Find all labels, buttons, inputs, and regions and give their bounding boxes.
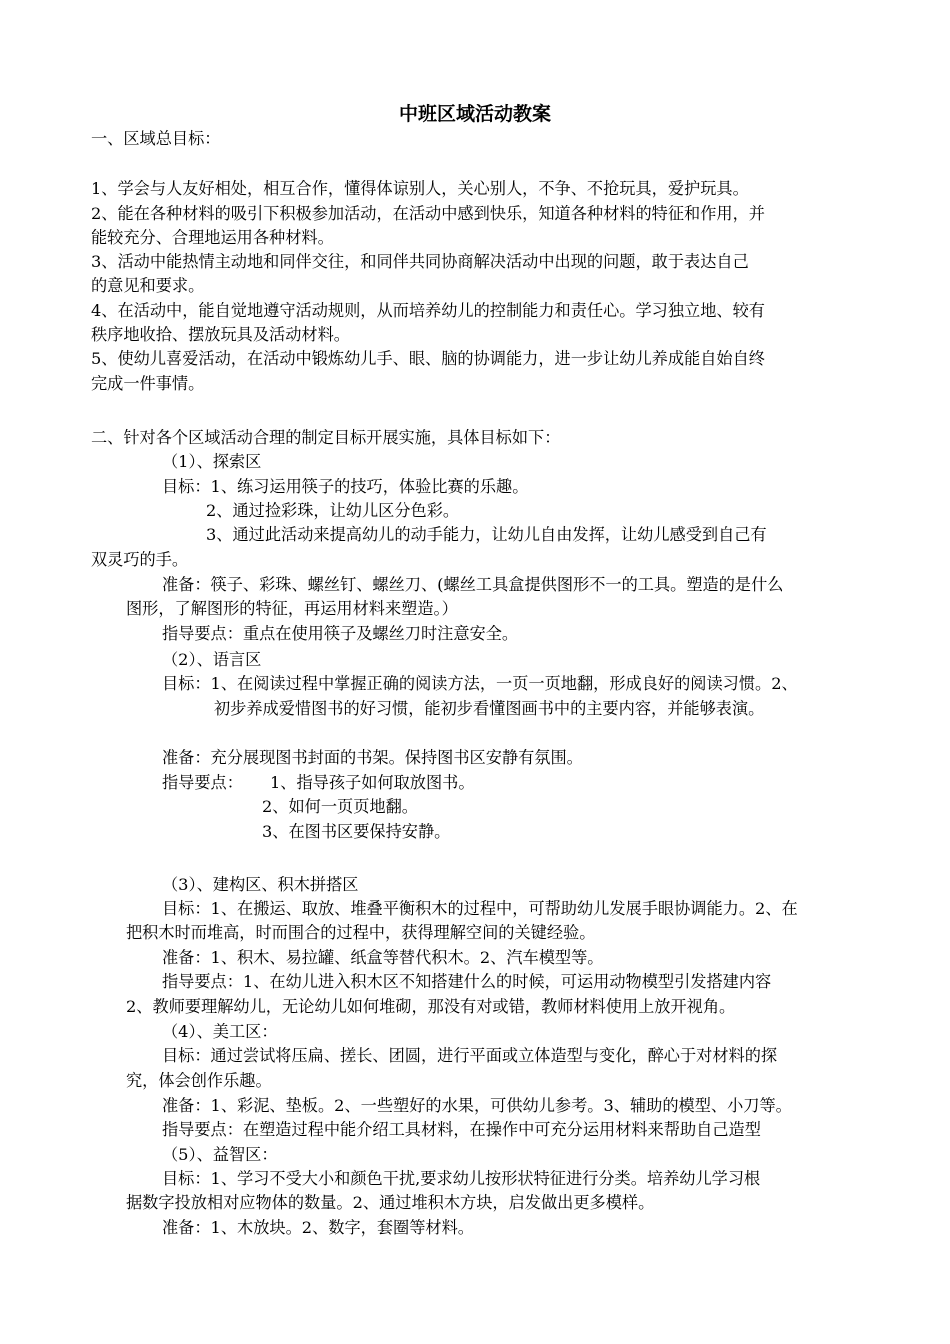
language-line: 目标：1、在阅读过程中掌握正确的阅读方法，一页一页地翻，形成良好的阅读习惯。2、 — [162, 674, 798, 693]
explore-line: 图形，了解图形的特征，再运用材料来塑造。） — [126, 599, 458, 618]
goal-line: 秩序地收拾、摆放玩具及活动材料。 — [91, 325, 350, 344]
building-line: 目标：1、在搬运、取放、堆叠平衡积木的过程中，可帮助幼儿发展手眼协调能力。2、在 — [162, 899, 798, 918]
language-line: 准备：充分展现图书封面的书架。保持图书区安静有氛围。 — [162, 748, 583, 767]
goal-line: 1、学会与人友好相处，相互合作，懂得体谅别人，关心别人，不争、不抢玩具，爱护玩具。 — [91, 179, 749, 198]
puzzle-heading: （5）、益智区： — [162, 1145, 278, 1164]
explore-heading: （1）、探索区 — [162, 452, 262, 471]
building-line: 把积木时而堆高，时而围合的过程中，获得理解空间的关键经验。 — [126, 923, 596, 942]
explore-line: 3、通过此活动来提高幼儿的动手能力，让幼儿自由发挥，让幼儿感受到自己有 — [206, 525, 767, 544]
goal-line: 的意见和要求。 — [91, 276, 205, 295]
language-line: 初步养成爱惜图书的好习惯，能初步看懂图画书中的主要内容，并能够表演。 — [214, 699, 765, 718]
explore-line: 目标：1、练习运用筷子的技巧，体验比赛的乐趣。 — [162, 477, 529, 496]
explore-line: 2、通过捡彩珠，让幼儿区分色彩。 — [206, 501, 460, 520]
puzzle-line: 据数字投放相对应物体的数量。2、通过堆积木方块，启发做出更多模样。 — [126, 1193, 655, 1212]
goal-line: 4、在活动中，能自觉地遵守活动规则，从而培养幼儿的控制能力和责任心。学习独立地、较有 — [91, 301, 765, 320]
puzzle-line: 准备：1、木放块。2、数字，套圈等材料。 — [162, 1218, 474, 1237]
building-line: 2、教师要理解幼儿，无论幼儿如何堆砌，那没有对或错，教师材料使用上放开视角。 — [126, 997, 736, 1016]
building-heading: （3）、建构区、积木拼搭区 — [162, 875, 359, 894]
language-line: 2、如何一页页地翻。 — [262, 797, 418, 816]
explore-line: 指导要点：重点在使用筷子及螺丝刀时注意安全。 — [162, 624, 519, 643]
document-title: 中班区域活动教案 — [398, 103, 551, 125]
language-line: 1、指导孩子如何取放图书。 — [270, 773, 475, 792]
goal-line: 3、活动中能热情主动地和同伴交往，和同伴共同协商解决活动中出现的问题，敢于表达自己 — [91, 252, 749, 271]
explore-line: 准备：筷子、彩珠、螺丝钉、螺丝刀、(螺丝工具盒提供图形不一的工具。塑造的是什么 — [162, 575, 784, 594]
section1-heading: 一、区域总目标： — [91, 129, 221, 148]
goal-line: 完成一件事情。 — [91, 374, 205, 393]
goal-line: 2、能在各种材料的吸引下积极参加活动，在活动中感到快乐，知道各种材料的特征和作用，并 — [91, 204, 765, 223]
section2-heading: 二、针对各个区域活动合理的制定目标开展实施，具体目标如下： — [91, 428, 561, 447]
building-line: 指导要点：1、在幼儿进入积木区不知搭建什么的时候，可运用动物模型引发搭建内容 — [162, 972, 772, 991]
art-line: 目标：通过尝试将压扁、搓长、团圆，进行平面或立体造型与变化，醉心于对材料的探 — [162, 1046, 778, 1065]
building-line: 准备：1、积木、易拉罐、纸盒等替代积木。2、汽车模型等。 — [162, 948, 604, 967]
language-line: 指导要点： — [162, 773, 243, 792]
goal-line: 5、使幼儿喜爱活动，在活动中锻炼幼儿手、眼、脑的协调能力，进一步让幼儿养成能自始自终 — [91, 349, 765, 368]
goal-line: 能较充分、合理地运用各种材料。 — [91, 228, 334, 247]
puzzle-line: 目标：1、学习不受大小和颜色干扰,要求幼儿按形状特征进行分类。培养幼儿学习根 — [162, 1169, 761, 1188]
art-line: 指导要点：在塑造过程中能介绍工具材料，在操作中可充分运用材料来帮助自己造型 — [162, 1120, 761, 1139]
explore-line: 双灵巧的手。 — [91, 550, 189, 569]
art-line: 准备：1、彩泥、垫板。2、一些塑好的水果，可供幼儿参考。3、辅助的模型、小刀等。 — [162, 1096, 792, 1115]
language-heading: （2）、语言区 — [162, 650, 262, 669]
language-line: 3、在图书区要保持安静。 — [262, 822, 451, 841]
art-line: 究，体会创作乐趣。 — [126, 1071, 272, 1090]
art-heading: （4）、美工区： — [162, 1022, 278, 1041]
